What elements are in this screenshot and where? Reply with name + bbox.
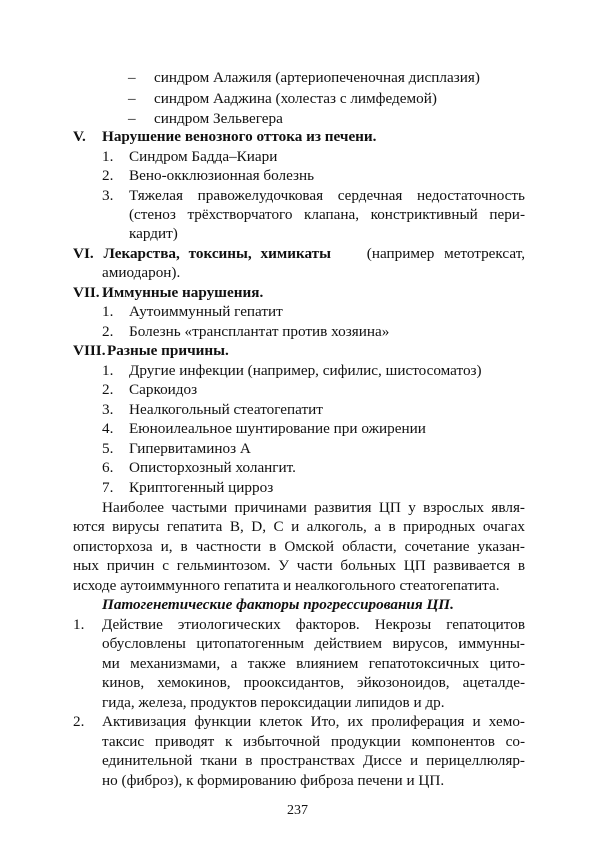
factor-line: единительной ткани в пространствах Диссе и перицеллюляр- (102, 752, 525, 769)
section-numeral: V. (73, 128, 86, 145)
paragraph-line: исходе аутоиммунного гепатита и неалкогольного стеатогепатита. (73, 577, 500, 594)
section-numeral: VI. (73, 245, 94, 262)
dash-marker: – (128, 110, 136, 127)
list-item-line: кардит) (129, 225, 178, 242)
factor-line: гида, железа, продуктов пероксидации липидов и др. (102, 694, 445, 711)
list-item-line: (стеноз трёхстворчатого клапана, констриктивный пери- (129, 206, 525, 223)
list-item: Описторхозный холангит. (129, 459, 296, 476)
item-number: 4. (102, 420, 114, 437)
dash-marker: – (128, 90, 136, 107)
list-item: Аутоиммунный гепатит (129, 303, 283, 320)
item-number: 2. (102, 381, 114, 398)
list-item: Синдром Бадда–Киари (129, 148, 278, 165)
item-number: 2. (73, 713, 85, 730)
section-vi-line (73, 245, 525, 264)
paragraph-line: ются вирусы гепатита B, D, C и алкоголь, а в природных очагах (73, 518, 525, 535)
section-title-rest: амиодарон). (102, 264, 181, 281)
item-number: 2. (102, 323, 114, 340)
list-item: синдром Зельвегера (154, 110, 283, 127)
section-title: Разные причины. (107, 342, 229, 359)
item-number: 5. (102, 440, 114, 457)
factor-line: кинов, хемокинов, прооксидантов, эйкозоноидов, ацеталде- (102, 674, 525, 691)
section-title-rest: (например метотрексат, (366, 245, 525, 262)
dash-marker: – (128, 69, 136, 86)
factor-line: но (фиброз), к формированию фиброза печени и ЦП. (102, 772, 445, 789)
list-item: Болезнь «трансплантат против хозяина» (129, 323, 390, 340)
factor-line: таксис приводят к избыточной продукции компонентов со- (102, 733, 525, 750)
paragraph-line: ных причин с гельминтозом. У части больных ЦП развивается в (73, 557, 525, 574)
list-item: Еюноилеальное шунтирование при ожирении (129, 420, 426, 437)
factor-line: Активизация функции клеток Ито, их пролиферация и хемо- (102, 713, 525, 730)
item-number: 3. (102, 401, 114, 418)
factor-line: ми механизмами, а также влиянием гепатотоксичных цито- (102, 655, 525, 672)
list-item: Криптогенный цирроз (129, 479, 274, 496)
item-number: 6. (102, 459, 114, 476)
list-item: Неалкогольный стеатогепатит (129, 401, 323, 418)
factor-line: обусловлены цитопатогенным действием вирусов, иммунны- (102, 635, 525, 652)
list-item: Другие инфекции (например, сифилис, шистосоматоз) (129, 362, 482, 379)
section-numeral: VII. (73, 284, 100, 301)
list-item-line: Тяжелая правожелудочковая сердечная недостаточность (129, 187, 525, 204)
item-number: 1. (102, 362, 114, 379)
item-number: 1. (102, 303, 114, 320)
list-item: Саркоидоз (129, 381, 198, 398)
section-title: Лекарства, токсины, химикаты (103, 245, 331, 262)
section-title: Иммунные нарушения. (102, 284, 264, 301)
factor-line: Действие этиологических факторов. Некрозы гепатоцитов (102, 616, 525, 633)
page-number: 237 (287, 803, 308, 818)
list-item: синдром Алажиля (артериопеченочная дисплазия) (154, 69, 480, 86)
paragraph-line: Наиболее частыми причинами развития ЦП у взрослых явля- (102, 499, 525, 516)
list-item: Гипервитаминоз А (129, 440, 251, 457)
paragraph-line: описторхоза и, в частности в Омской области, сочетание указан- (73, 538, 525, 555)
section-numeral: VIII. (73, 342, 106, 359)
section-title: Нарушение венозного оттока из печени. (102, 128, 377, 145)
item-number: 3. (102, 187, 114, 204)
list-item: синдром Ааджина (холестаз с лимфедемой) (154, 90, 437, 107)
list-item: Вено-окклюзионная болезнь (129, 167, 315, 184)
item-number: 1. (73, 616, 85, 633)
item-number: 7. (102, 479, 114, 496)
subheading: Патогенетические факторы прогрессирования ЦП. (102, 596, 454, 613)
item-number: 2. (102, 167, 114, 184)
item-number: 1. (102, 148, 114, 165)
